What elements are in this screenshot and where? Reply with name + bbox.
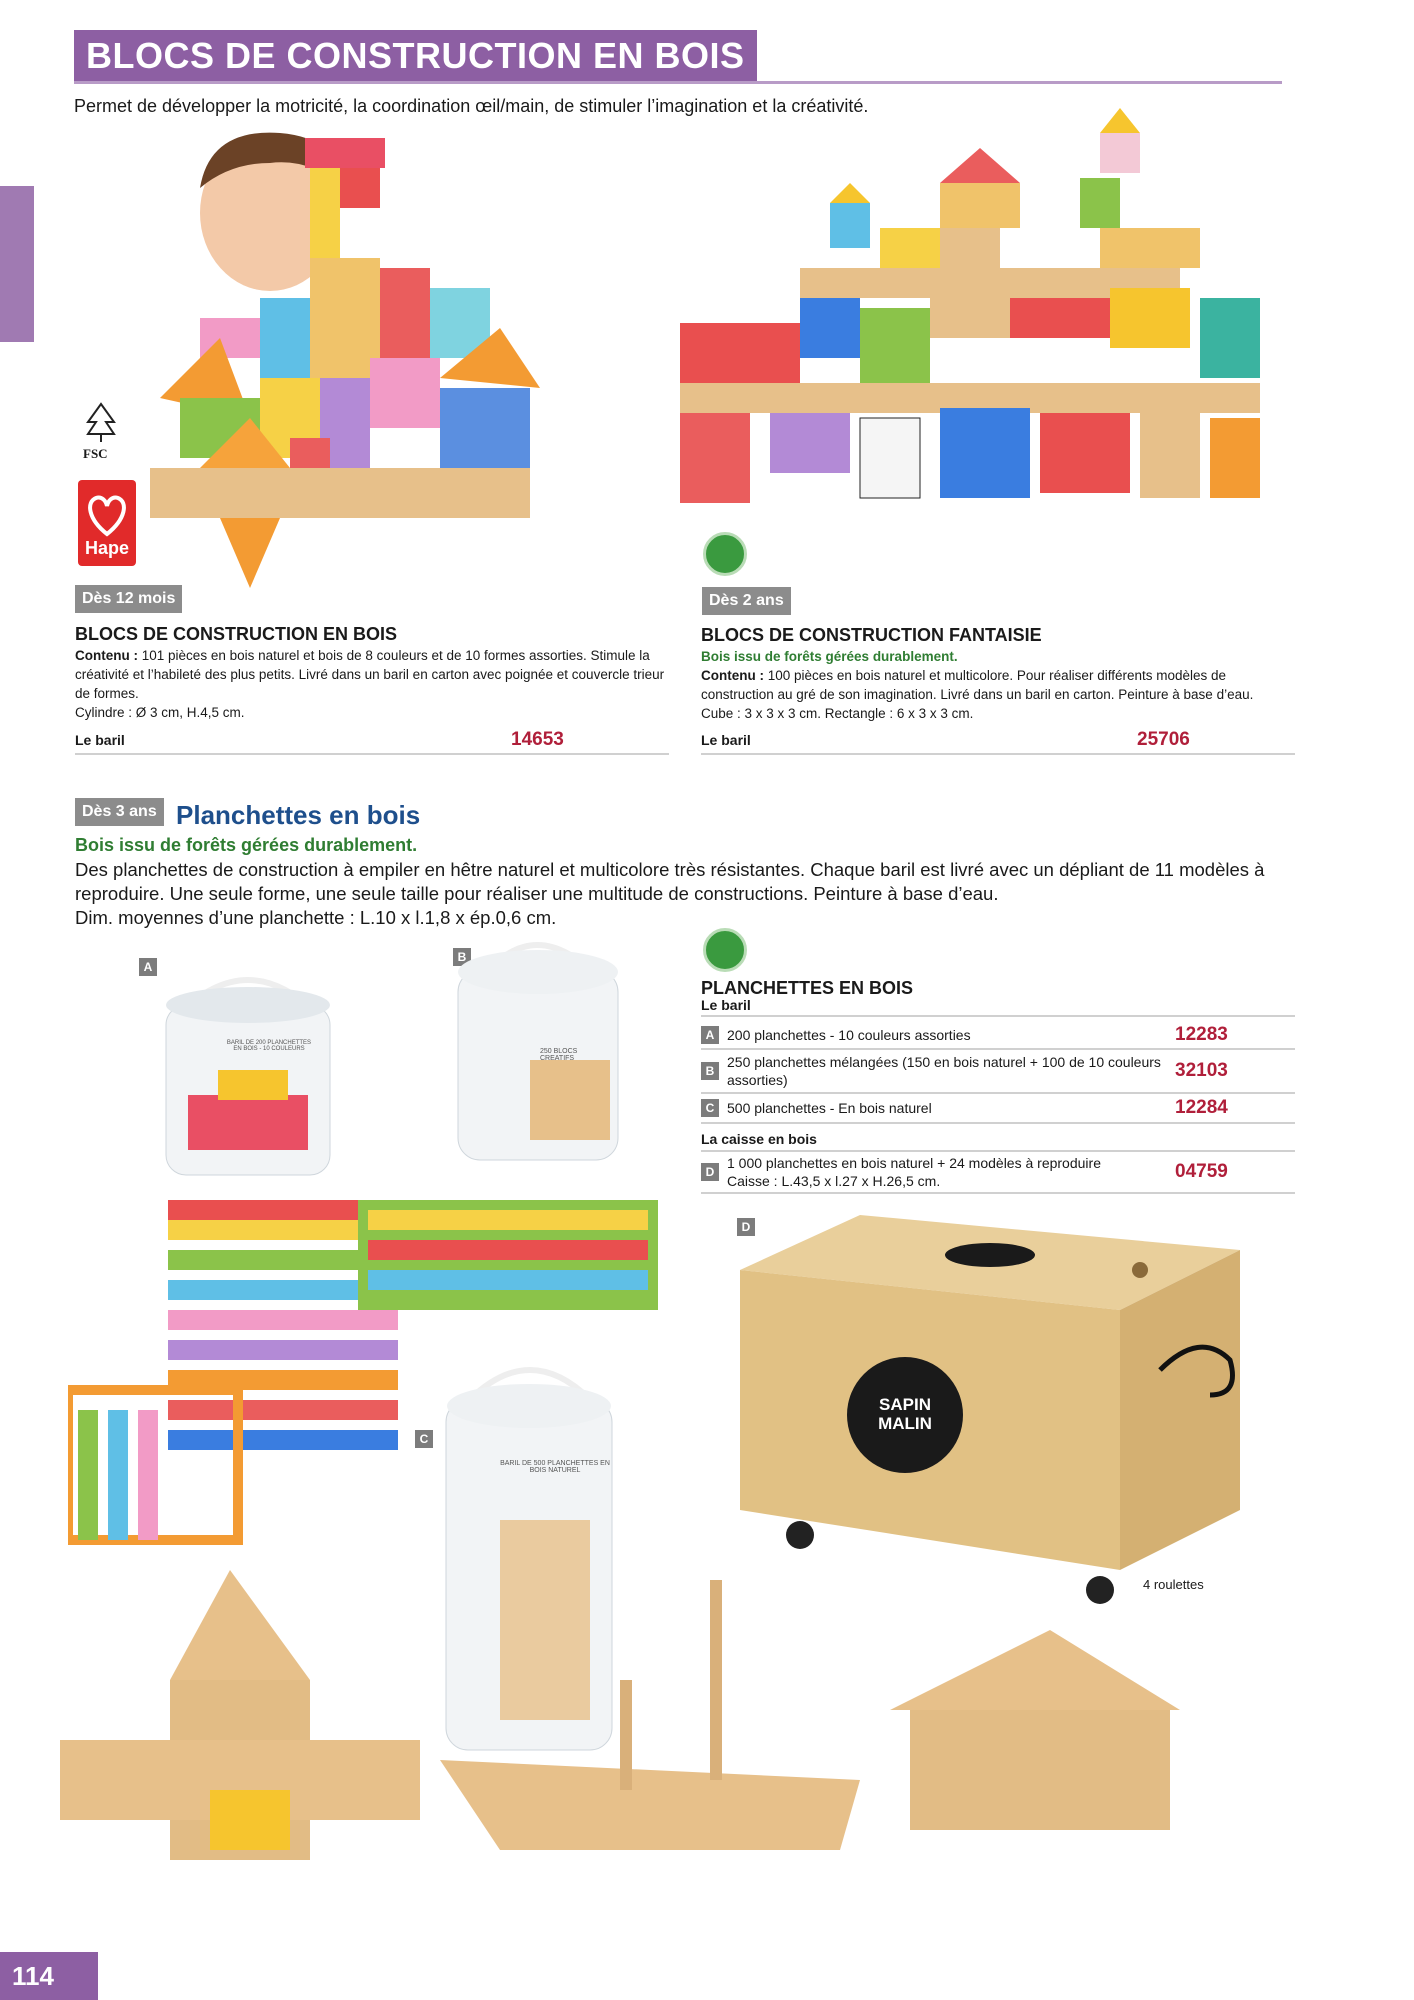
row-d-dims: Caisse : L.43,5 x l.27 x H.26,5 cm. xyxy=(727,1173,941,1189)
row-code: 32103 xyxy=(1175,1060,1228,1081)
unit-caisse-label: La caisse en bois xyxy=(701,1124,1295,1152)
planchettes-title: PLANCHETTES EN BOIS xyxy=(701,978,914,998)
product2-dims: Cube : 3 x 3 x 3 cm. Rectangle : 6 x 3 x 3 cm. xyxy=(701,706,974,721)
row-text: 250 planchettes mélangées (150 en bois naturel + 100 de 10 couleurs assorties) xyxy=(727,1054,1161,1088)
fsc-label: FSC xyxy=(83,446,108,461)
image-label-a: A xyxy=(139,958,157,976)
row-code: 04759 xyxy=(1175,1161,1228,1182)
age-badge-2-years: Dès 2 ans xyxy=(702,587,791,615)
content-label: Contenu : xyxy=(75,648,138,663)
section-desc xyxy=(75,858,1275,930)
barrel-b-text: 250 BLOCS CREATIFS xyxy=(540,1048,578,1062)
barrel-a-text: BARIL DE 200 PLANCHETTES EN BOIS - 10 COULEURS xyxy=(226,1040,312,1052)
age-badge-12-months: Dès 12 mois xyxy=(75,585,182,613)
barrel-a-photo xyxy=(158,945,338,1185)
table-row xyxy=(701,1094,1295,1124)
age-badge-3-years: Dès 3 ans xyxy=(75,798,164,826)
content-label: Contenu : xyxy=(701,668,764,683)
product2-code: 25706 xyxy=(1137,729,1190,750)
fsc-tree-icon xyxy=(80,402,122,442)
wooden-crate-photo xyxy=(740,1210,1250,1610)
page-title: BLOCS DE CONSTRUCTION EN BOIS xyxy=(74,30,757,82)
product1-dims: Cylindre : Ø 3 cm, H.4,5 cm. xyxy=(75,705,245,720)
page-number: 114 xyxy=(0,1952,98,2000)
fancy-blocks-photo xyxy=(680,108,1280,508)
eco-forest-icon xyxy=(703,928,747,972)
product1-code: 14653 xyxy=(511,729,564,750)
product2-content: 100 pièces en bois naturel et multicolore. Pour réaliser différents modèles de construction au gré de son imagination. Livré dans un baril en carton. Peinture à base d’eau. xyxy=(701,668,1254,702)
product2-price-row xyxy=(701,725,1295,755)
section-desc-main: Des planchettes de construction à empiler en hêtre naturel et multicolore très résistantes. Chaque baril est livré avec un dépliant de 11 modèles à reproduire. Une seule forme, une seule taille pour réaliser une multitude de constructions. Peinture à base d’eau. xyxy=(75,859,1265,904)
unit-label: Le baril xyxy=(75,732,125,748)
table-row xyxy=(701,1022,1295,1050)
hape-logo xyxy=(78,480,136,566)
image-label-d: D xyxy=(737,1218,755,1236)
product1-desc xyxy=(75,646,669,722)
table-row xyxy=(701,1050,1295,1094)
barrel-c-text: BARIL DE 500 PLANCHETTES EN BOIS NATUREL xyxy=(500,1460,610,1474)
intro-text: Permet de développer la motricité, la coordination œil/main, de stimuler l’imagination et la créativité. xyxy=(74,96,869,116)
row-letter: D xyxy=(701,1163,719,1181)
crate-logo-text: SAPIN MALIN xyxy=(878,1395,932,1433)
product1-content: 101 pièces en bois naturel et bois de 8 couleurs et de 10 formes assorties. Stimule la créativité et l’habileté des plus petits. Livré dans un baril en carton avec poignée et couvercle trieur de formes. xyxy=(75,648,665,701)
barrel-b-photo xyxy=(450,920,620,1170)
table-row xyxy=(701,1152,1295,1194)
row-letter: C xyxy=(701,1099,719,1117)
image-label-c: C xyxy=(415,1430,433,1448)
image-label-b: B xyxy=(453,948,471,966)
row-letter: B xyxy=(701,1062,719,1080)
row-text: 500 planchettes - En bois naturel xyxy=(727,1100,932,1116)
row-d-text: 1 000 planchettes en bois naturel + 24 modèles à reproduire xyxy=(727,1155,1101,1171)
wheels-caption: 4 roulettes xyxy=(1143,1577,1204,1592)
row-text: 200 planchettes - 10 couleurs assorties xyxy=(727,1027,971,1043)
unit-label: Le baril xyxy=(701,732,751,748)
blocks-photo xyxy=(140,118,640,588)
unit-baril-label: Le baril xyxy=(701,997,1295,1017)
section-title: Planchettes en bois xyxy=(176,800,421,830)
row-text xyxy=(727,1154,1175,1190)
product2-eco: Bois issu de forêts gérées durablement. xyxy=(701,649,958,664)
eco-forest-icon xyxy=(703,532,747,576)
product2-title: BLOCS DE CONSTRUCTION FANTAISIE xyxy=(701,625,1042,645)
title-rule xyxy=(74,81,1282,84)
row-code: 12284 xyxy=(1175,1097,1228,1118)
product1-price-row xyxy=(75,725,669,755)
section-desc-dims: Dim. moyennes d’une planchette : L.10 x l.1,8 x ép.0,6 cm. xyxy=(75,907,557,928)
row-code: 12283 xyxy=(1175,1024,1228,1045)
row-letter: A xyxy=(701,1026,719,1044)
planchettes-table xyxy=(701,1022,1295,1194)
product2-desc xyxy=(701,647,1295,723)
side-tab xyxy=(0,186,34,342)
section-eco: Bois issu de forêts gérées durablement. xyxy=(75,835,418,855)
product1-title: BLOCS DE CONSTRUCTION EN BOIS xyxy=(75,624,398,644)
hape-label: Hape xyxy=(84,538,129,558)
